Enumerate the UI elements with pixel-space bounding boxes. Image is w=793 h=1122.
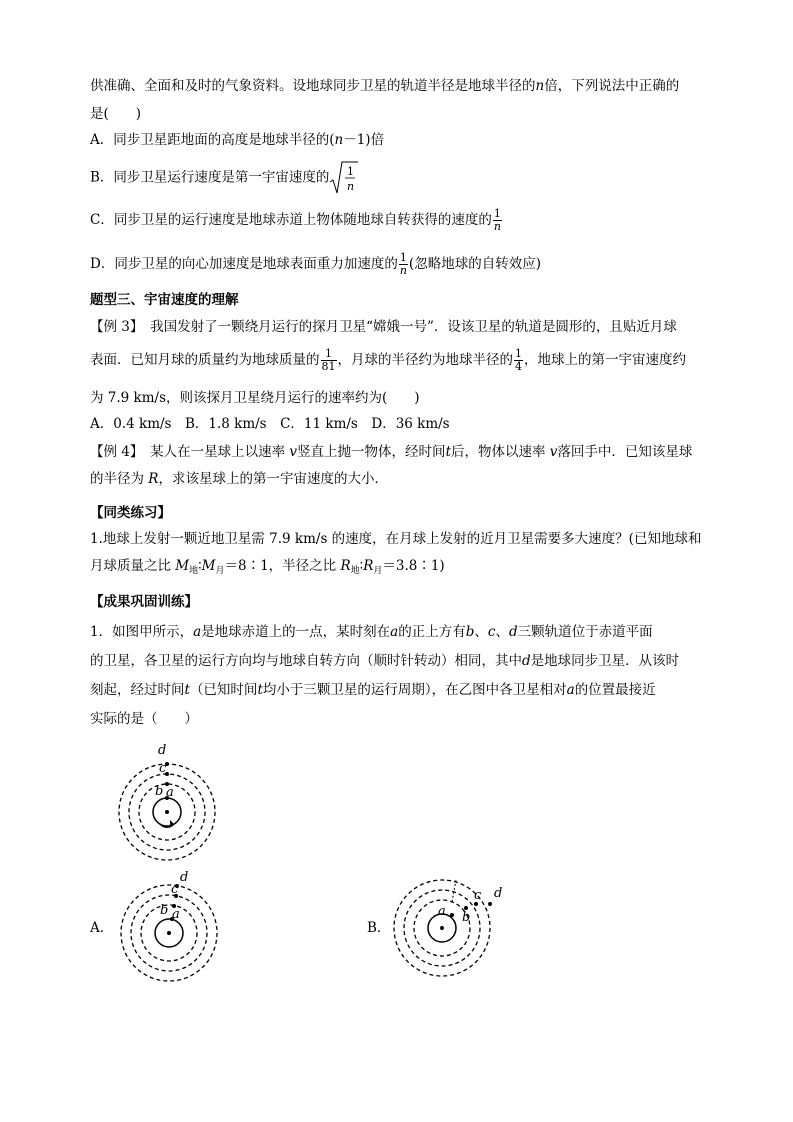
label-b: b [160, 903, 169, 918]
fraction: $\frac{1}{n}$ [399, 251, 407, 277]
earth-center [167, 931, 171, 935]
consolidate-line2: 的卫星，各卫星的运行方向均与地球自转方向（顺时针转动）相同，其中d是地球同步卫星．从该时 [90, 653, 680, 669]
option-a-label: A． [90, 920, 114, 936]
earth-center [165, 810, 169, 814]
fraction-1-81: $\frac{1}{81}$ [321, 347, 336, 373]
consolidate-line4: 实际的是（ ） [90, 711, 198, 727]
option-d: D．同步卫星的向心加速度是地球表面重力加速度的 $\frac{1}{n}$ (忽略地球的自转效应) [90, 251, 541, 277]
label-c: c [171, 882, 179, 897]
practice-line2: 月球质量之比 $M_地∶M_月=8∶1$，半径之比 $R_地∶R_月=3.8∶1$) [90, 558, 445, 576]
label-c: c [474, 888, 482, 903]
option-c: C．同步卫星的运行速度是地球赤道上物体随地球自转获得的速度的 $\frac{1}{n}$ [90, 207, 501, 233]
point-a [450, 913, 454, 917]
label-d: d [158, 743, 167, 758]
consolidate-line1: 1．如图甲所示，a是地球赤道上的一点，某时刻在a的正上方有b、c、d三颗轨道位于赤道平面 [90, 624, 653, 640]
practice-line1: 1.地球上发射一颗近地卫星需 7.9 km/s 的速度，在月球上发射的近月卫星需要多大速度？(已知地球和 [90, 531, 702, 547]
figure-option-a [112, 870, 232, 994]
fraction-1-4: $\frac{1}{4}$ [515, 347, 522, 373]
example3-line1: 【例 3】 我国发射了一颗绕月运行的探月卫星“嫦娥一号”．设该卫星的轨道是圆形的，且贴近月球 [90, 319, 677, 335]
sqrt-symbol [329, 160, 359, 196]
example4-line1: 【例 4】 某人在一星球上以速率 v竖直上抛一物体，经时间t后，物体以速率 v落回手中．已知该星球 [90, 444, 693, 460]
option-a: A．同步卫星距地面的高度是地球半径的(n－1)倍 [90, 132, 385, 148]
figure-option-b [390, 870, 520, 994]
example4-line2: 的半径为 R，求该星球上的第一宇宙速度的大小． [90, 471, 388, 487]
example3-options: A．0.4 km/s B．1.8 km/s C．11 km/s D．36 km/s [90, 416, 450, 432]
figure-initial [110, 740, 225, 869]
option-b-label: B． [367, 920, 391, 936]
example3-line3: 为 7.9 km/s，则该探月卫星绕月运行的速率约为( ) [90, 390, 420, 406]
label-a: a [172, 907, 180, 922]
label-a: a [166, 785, 174, 800]
label-b: b [462, 910, 471, 925]
satellite-d [488, 902, 492, 906]
question-intro-line1: 供准确、全面和及时的气象资料。设地球同步卫星的轨道半径是地球半径的n倍，下列说法中正确的 [90, 78, 680, 94]
section-title: 题型三、宇宙速度的理解 [90, 292, 239, 308]
label-c: c [159, 761, 167, 776]
practice-title: 【同类练习】 [90, 505, 171, 521]
consolidate-title: 【成果巩固训练】 [90, 594, 198, 610]
fraction: $\frac{1}{n}$ [493, 207, 501, 233]
question-intro-line2: 是( ) [90, 106, 142, 122]
label-a: a [438, 904, 446, 919]
option-b: B．同步卫星运行速度是第一宇宙速度的 1 n [90, 160, 359, 196]
consolidate-line3: 刻起，经过时间t（已知时间t均小于三颗卫星的运行周期），在乙图中各卫星相对a的位置最接近 [90, 682, 656, 698]
label-b: b [155, 784, 164, 799]
label-d: d [180, 870, 189, 885]
label-d: d [494, 886, 503, 901]
example3-line2: 表面．已知月球的质量约为地球质量的 $\frac{1}{81}$ ，月球的半径约为地球半径的 $\frac{1}{4}$ ，地球上的第一宇宙速度约 [90, 347, 686, 373]
earth-center [440, 926, 444, 930]
svg-text:1: 1 [347, 165, 355, 178]
svg-text:n: n [347, 180, 355, 193]
